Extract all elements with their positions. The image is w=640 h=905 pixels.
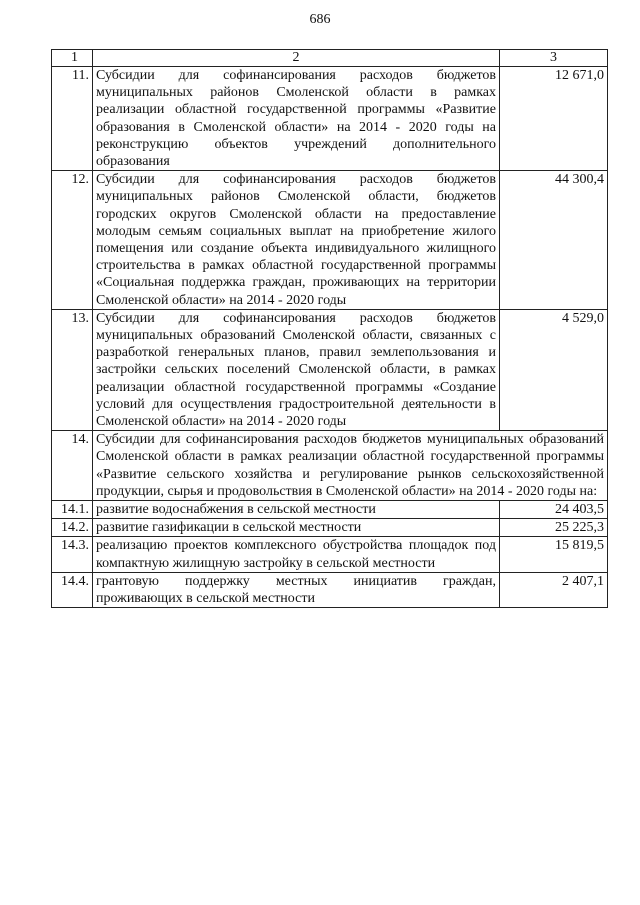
row-number: 14.2.	[52, 519, 93, 537]
row-description: развитие газификации в сельской местности	[93, 519, 500, 537]
row-amount: 24 403,5	[500, 501, 608, 519]
page-number: 686	[309, 12, 331, 27]
row-amount: 25 225,3	[500, 519, 608, 537]
header-col-1: 1	[52, 50, 93, 67]
table-row	[52, 537, 608, 572]
row-amount: 44 300,4	[500, 171, 608, 310]
row-amount: 2 407,1	[500, 572, 608, 607]
row-number: 14.1.	[52, 501, 93, 519]
row-description: Субсидии для софинансирования расходов бюджетов муниципальных районов Смоленской области, бюджетов городских округов Смоленской области на предоставление молодым семьям социальных выплат на приобретение жилого помещения или создание объекта индивидуального жилищного строительства в рамках областной государственной программы «Социальная поддержка граждан, проживающих на территории Смоленской области» на 2014 - 2020 годы	[93, 171, 500, 310]
row-amount: 4 529,0	[500, 309, 608, 430]
row-description: реализацию проектов комплексного обустройства площадок под компактную жилищную застройку в сельской местности	[93, 537, 500, 572]
row-number: 13.	[52, 309, 93, 430]
table-row	[52, 67, 608, 171]
budget-table	[51, 49, 608, 608]
header-col-2: 2	[93, 50, 500, 67]
row-description: Субсидии для софинансирования расходов бюджетов муниципальных районов Смоленской области в рамках реализации областной государственной программы «Развитие образования в Смоленской области» на 2014 - 2020 годы на реконструкцию объектов учреждений дополнительного образования	[93, 67, 500, 171]
row-description: Субсидии для софинансирования расходов бюджетов муниципальных образований Смоленской области, связанных с разработкой генеральных планов, правил землепользования и застройки сельских поселений Смоленской области, в рамках реализации областной государственной программы «Создание условий для осуществления градостроительной деятельности в Смоленской области» на 2014 - 2020 годы	[93, 309, 500, 430]
table-row	[52, 431, 608, 501]
row-amount: 12 671,0	[500, 67, 608, 171]
table-row	[52, 501, 608, 519]
row-number: 11.	[52, 67, 93, 171]
row-number: 14.	[52, 431, 93, 501]
table-row	[52, 572, 608, 607]
row-description: развитие водоснабжения в сельской местности	[93, 501, 500, 519]
row-number: 12.	[52, 171, 93, 310]
row-description: грантовую поддержку местных инициатив граждан, проживающих в сельской местности	[93, 572, 500, 607]
row-description: Субсидии для софинансирования расходов бюджетов муниципальных образований Смоленской области в рамках реализации областной государственной программы «Развитие сельского хозяйства и регулирование рынков сельскохозяйственной продукции, сырья и продовольствия в Смоленской области» на 2014 - 2020 годы на:	[93, 431, 608, 501]
header-col-3: 3	[500, 50, 608, 67]
table-row	[52, 519, 608, 537]
row-amount: 15 819,5	[500, 537, 608, 572]
table-row	[52, 309, 608, 430]
row-number: 14.4.	[52, 572, 93, 607]
row-number: 14.3.	[52, 537, 93, 572]
table-header-row	[52, 50, 608, 67]
table-row	[52, 171, 608, 310]
